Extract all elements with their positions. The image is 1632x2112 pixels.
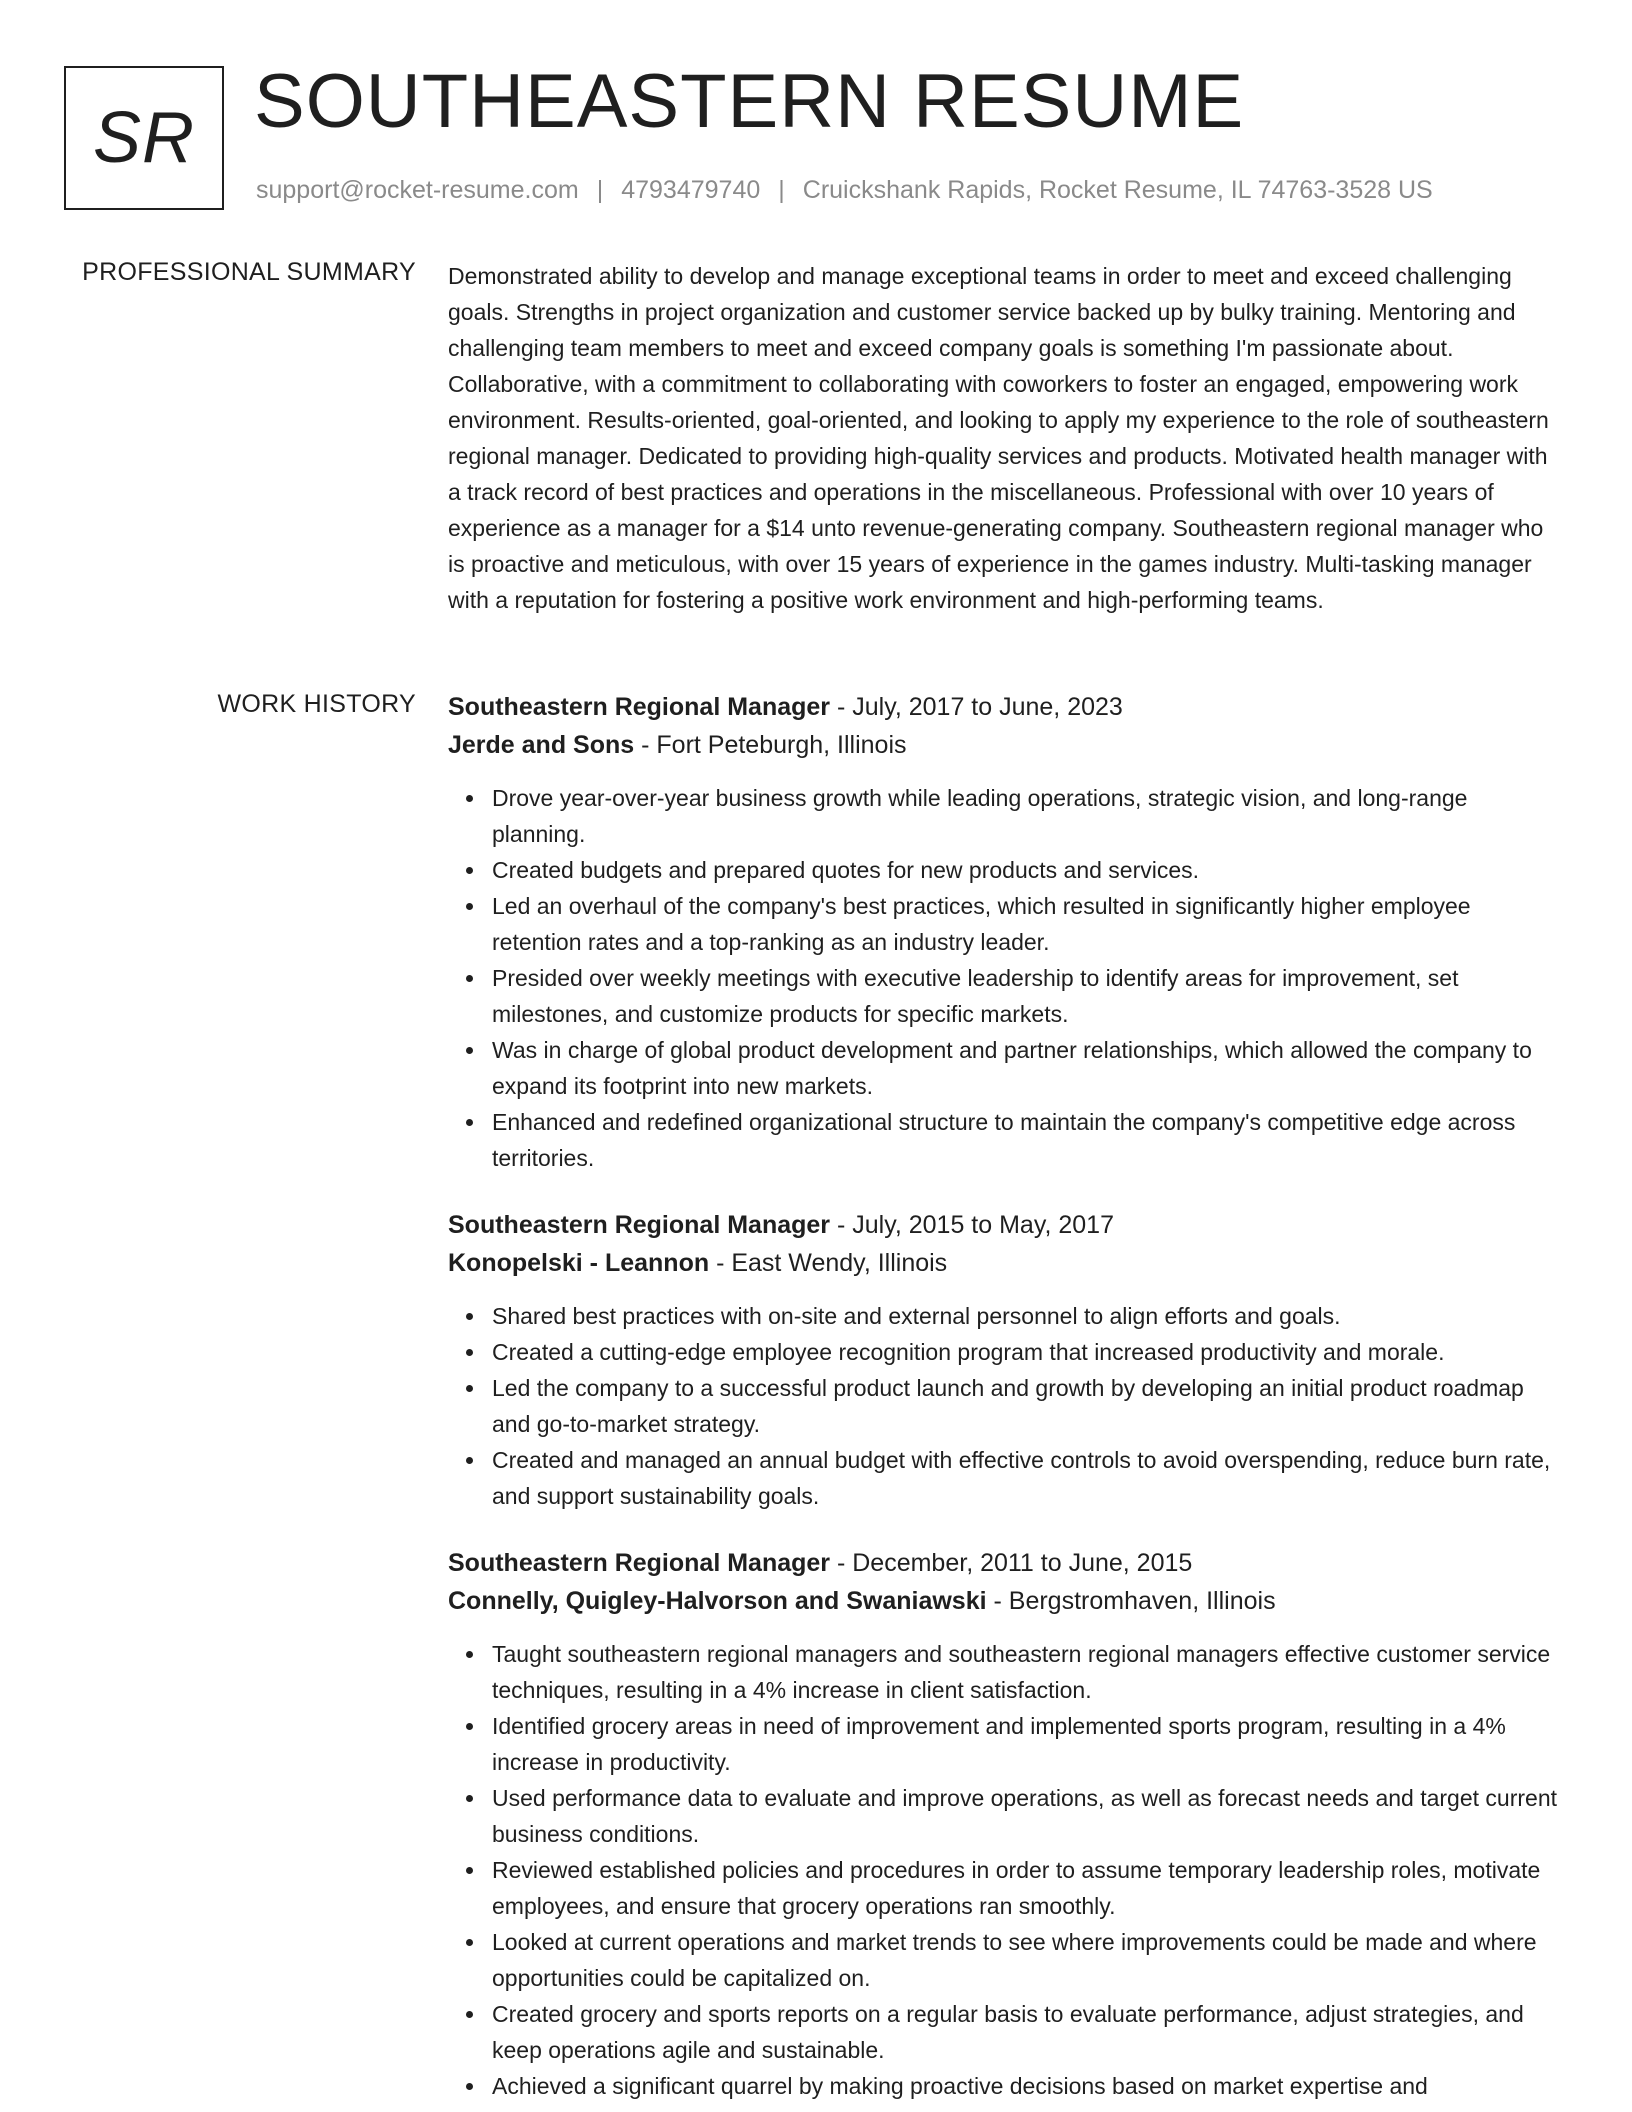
job-bullet: Shared best practices with on-site and external personnel to align efforts and goals. bbox=[492, 1298, 1560, 1334]
job-company: Connelly, Quigley-Halvorson and Swaniawski bbox=[448, 1587, 987, 1615]
job-bullet: Led the company to a successful product launch and growth by developing an initial product roadmap and go-to-market strategy. bbox=[492, 1370, 1560, 1442]
job-bullet: Identified grocery areas in need of improvement and implemented sports program, resulting in a 4% increase in productivity. bbox=[492, 1708, 1560, 1780]
job-bullets bbox=[448, 1298, 1560, 1514]
job-bullet: Enhanced and redefined organizational structure to maintain the company's competitive edge across territories. bbox=[492, 1104, 1560, 1176]
job-bullet: Drove year-over-year business growth while leading operations, strategic vision, and long-range planning. bbox=[492, 780, 1560, 852]
job-bullet: Created a cutting-edge employee recognition program that increased productivity and morale. bbox=[492, 1334, 1560, 1370]
job-bullet: Achieved a significant quarrel by making proactive decisions based on market expertise and bbox=[492, 2068, 1560, 2104]
job-entry bbox=[448, 1544, 1560, 2104]
work-history-heading: WORK HISTORY bbox=[217, 690, 416, 718]
job-bullets bbox=[448, 780, 1560, 1176]
job-company-line bbox=[448, 726, 1560, 764]
job-title-line bbox=[448, 688, 1560, 726]
job-title: Southeastern Regional Manager bbox=[448, 1549, 831, 1577]
job-bullet: Looked at current operations and market trends to see where improvements could be made and where opportunities could be capitalized on. bbox=[492, 1924, 1560, 1996]
job-dates: - July, 2015 to May, 2017 bbox=[830, 1211, 1114, 1239]
job-bullet: Used performance data to evaluate and improve operations, as well as forecast needs and target current business conditions. bbox=[492, 1780, 1560, 1852]
job-company: Konopelski - Leannon bbox=[448, 1249, 710, 1277]
contact-email: support@rocket-resume.com bbox=[256, 176, 579, 204]
contact-separator: | bbox=[778, 176, 785, 204]
contact-phone: 4793479740 bbox=[621, 176, 761, 204]
job-location: - East Wendy, Illinois bbox=[709, 1249, 948, 1277]
job-company-line bbox=[448, 1244, 1560, 1282]
job-bullet: Created grocery and sports reports on a regular basis to evaluate performance, adjust strategies, and keep operations agile and sustainable. bbox=[492, 1996, 1560, 2068]
job-bullet: Taught southeastern regional managers and southeastern regional managers effective customer service techniques, resulting in a 4% increase in client satisfaction. bbox=[492, 1636, 1560, 1708]
contact-line bbox=[256, 176, 1433, 205]
contact-address: Cruickshank Rapids, Rocket Resume, IL 74763-3528 US bbox=[802, 176, 1433, 204]
work-history-section bbox=[448, 688, 1560, 2112]
monogram-initials: SR bbox=[92, 98, 196, 178]
job-dates: - July, 2017 to June, 2023 bbox=[830, 693, 1123, 721]
summary-section bbox=[448, 258, 1560, 618]
job-bullet: Created budgets and prepared quotes for new products and services. bbox=[492, 852, 1560, 888]
job-title-line bbox=[448, 1206, 1560, 1244]
summary-text: Demonstrated ability to develop and manage exceptional teams in order to meet and exceed challenging goals. Strengths in project organization and customer service backed up by bulky training. Mentoring and challenging team members to meet and exceed company goals is something I'm passionate about. Collaborative, with a commitment to collaborating with coworkers to foster an engaged, empowering work environment. Results-oriented, goal-oriented, and looking to apply my experience to the role of southeastern regional manager. Dedicated to providing high-quality services and products. Motivated health manager with a track record of best practices and operations in the miscellaneous. Professional with over 10 years of experience as a manager for a $14 unto revenue-generating company. Southeastern regional manager who is proactive and meticulous, with over 15 years of experience in the games industry. Multi-tasking manager with a reputation for fostering a positive work environment and high-performing teams. bbox=[448, 263, 1549, 613]
contact-separator: | bbox=[596, 176, 604, 204]
job-bullet: Created and managed an annual budget with effective controls to avoid overspending, reduce burn rate, and support sustainability goals. bbox=[492, 1442, 1560, 1514]
monogram-badge bbox=[64, 66, 224, 210]
job-location: - Fort Peteburgh, Illinois bbox=[634, 731, 907, 759]
job-bullet: Reviewed established policies and procedures in order to assume temporary leadership roles, motivate employees, and ensure that grocery operations ran smoothly. bbox=[492, 1852, 1560, 1924]
job-bullet: Led an overhaul of the company's best practices, which resulted in significantly higher employee retention rates and a top-ranking as an industry leader. bbox=[492, 888, 1560, 960]
job-location: - Bergstromhaven, Illinois bbox=[986, 1587, 1276, 1615]
job-bullets bbox=[448, 1636, 1560, 2104]
job-title-line bbox=[448, 1544, 1560, 1582]
resume-name: SOUTHEASTERN RESUME bbox=[254, 59, 1245, 144]
job-title: Southeastern Regional Manager bbox=[448, 1211, 831, 1239]
summary-heading: PROFESSIONAL SUMMARY bbox=[82, 258, 416, 286]
job-entry bbox=[448, 688, 1560, 1176]
job-company: Jerde and Sons bbox=[448, 731, 635, 759]
job-entry bbox=[448, 1206, 1560, 1514]
job-company-line bbox=[448, 1582, 1560, 1620]
job-bullet: Was in charge of global product development and partner relationships, which allowed the company to expand its footprint into new markets. bbox=[492, 1032, 1560, 1104]
job-bullet: Presided over weekly meetings with executive leadership to identify areas for improvement, set milestones, and customize products for specific markets. bbox=[492, 960, 1560, 1032]
job-title: Southeastern Regional Manager bbox=[448, 693, 831, 721]
job-dates: - December, 2011 to June, 2015 bbox=[830, 1549, 1193, 1577]
